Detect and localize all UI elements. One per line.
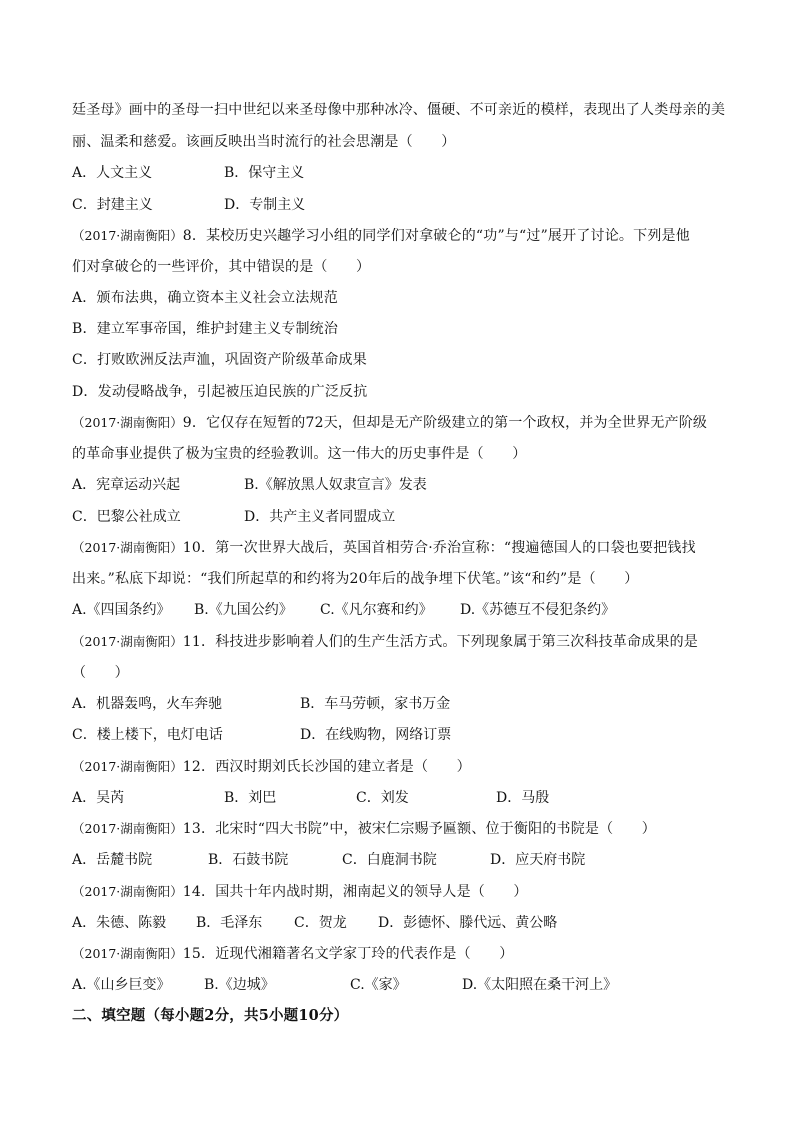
q11-option-a: A．机器轰鸣，火车奔驰 (72, 696, 223, 712)
q7-option-d: D．专制主义 (224, 197, 306, 213)
q14-option-c: C．贺龙 (294, 915, 347, 931)
q7-options-row1 (72, 163, 752, 183)
q12-option-b: B．刘巴 (224, 790, 277, 806)
q15-source: （2017·湖南衡阳） (72, 946, 183, 961)
q9-text-line1 (72, 413, 707, 433)
q13-option-d: D．应天府书院 (490, 852, 586, 868)
q10-options (72, 600, 752, 620)
q12-option-c: C．刘发 (356, 790, 409, 806)
q11-option-b: B．车马劳顿，家书万金 (300, 696, 451, 712)
q9-options-row1 (72, 475, 752, 495)
q8-option-c: C．打败欧洲反法声洫，巩固资产阶级革命成果 (72, 352, 367, 368)
q10-option-c: C.《凡尔赛和约》 (320, 602, 433, 618)
q9-options-row2 (72, 507, 752, 527)
q15-text-line1 (72, 944, 513, 964)
q7-option-a: A．人文主义 (72, 165, 153, 181)
q14-option-a: A．朱德、陈毅 (72, 915, 167, 931)
q14-stem: 14．国共十年内战时期，湘南起义的领导人是（ ） (182, 884, 528, 900)
q11-text-line2: （ ） (72, 665, 129, 681)
q15-option-d: D.《太阳照在桑干河上》 (462, 977, 618, 993)
section-heading-fill-in: 二、填空题（每小题2分，共5小题10分） (72, 1007, 349, 1024)
q14-option-d: D．彭德怀、滕代远、黄公略 (378, 915, 558, 931)
q13-option-a: A．岳麓书院 (72, 852, 153, 868)
q9-option-a: A．宪章运动兴起 (72, 477, 181, 493)
q14-source: （2017·湖南衡阳） (72, 884, 183, 899)
q11-stem: 11．科技进步影响着人们的生产生活方式。下列现象属于第三次科技革命成果的是 (182, 634, 699, 650)
q9-text-line2: 的革命事业提供了极为宝贵的经验教训。这一伟大的历史事件是（ ） (72, 446, 527, 462)
q10-source: （2017·湖南衡阳） (72, 540, 183, 555)
q7-option-c: C．封建主义 (72, 197, 153, 213)
q9-source: （2017·湖南衡阳） (72, 415, 183, 430)
q8-option-d: D．发动侵略战争，引起被压迫民族的广泛反抗 (72, 384, 368, 400)
q12-source: （2017·湖南衡阳） (72, 759, 183, 774)
q12-option-d: D．马殷 (496, 790, 550, 806)
q9-option-c: C．巴黎公社成立 (72, 509, 181, 525)
q15-option-a: A.《山乡巨变》 (72, 977, 171, 993)
q11-option-c: C．楼上楼下，电灯电话 (72, 727, 223, 743)
q12-text-line1 (72, 757, 471, 777)
q11-options-row2 (72, 725, 752, 745)
q15-options (72, 975, 752, 995)
q10-option-b: B.《九国公约》 (194, 602, 293, 618)
q15-stem: 15．近现代湘籍著名文学家丁玲的代表作是（ ） (182, 946, 514, 962)
q11-options-row1 (72, 694, 752, 714)
q13-options (72, 850, 752, 870)
q8-source: （2017·湖南衡阳） (72, 228, 183, 243)
q10-option-d: D.《苏德互不侵犯条约》 (460, 602, 616, 618)
q13-option-c: C．白鹿洞书院 (342, 852, 437, 868)
q11-text-line1 (72, 632, 698, 652)
q10-option-a: A.《四国条约》 (72, 602, 171, 618)
q14-options (72, 913, 752, 933)
q13-source: （2017·湖南衡阳） (72, 821, 183, 836)
q15-option-b: B.《边城》 (204, 977, 275, 993)
q15-option-c: C.《家》 (350, 977, 407, 993)
q12-stem: 12．西汉时期刘氏长沙国的建立者是（ ） (182, 759, 471, 775)
q7-text-line1: 廷圣母》画中的圣母一扫中世纪以来圣母像中那种冰冷、僵硬、不可亲近的模样，表现出了人类母亲的美 (72, 102, 726, 118)
q10-text-line1 (72, 538, 696, 558)
q8-option-b: B．建立军事帝国，维护封建主义专制统治 (72, 321, 339, 337)
q14-option-b: B．毛泽东 (196, 915, 263, 931)
q8-text-line1 (72, 226, 690, 246)
q12-options (72, 788, 752, 808)
q11-option-d: D．在线购物，网络订票 (300, 727, 452, 743)
q7-options-row2 (72, 195, 752, 215)
q7-text-line2: 丽、温柔和慈爱。该画反映出当时流行的社会思潮是（ ） (72, 134, 456, 150)
q7-option-b: B．保守主义 (224, 165, 305, 181)
q8-option-a: A．颁布法典，确立资本主义社会立法规范 (72, 290, 338, 306)
q13-stem: 13．北宋时“四大书院”中，被宋仁宗赐予匾额、位于衡阳的书院是（ ） (182, 821, 656, 837)
q8-stem: 8．某校历史兴趣学习小组的同学们对拿破仑的“功”与“过”展开了讨论。下列是他 (182, 228, 690, 244)
q11-source: （2017·湖南衡阳） (72, 634, 183, 649)
q13-text-line1 (72, 819, 656, 839)
q9-stem: 9．它仅存在短暂的72天，但却是无产阶级建立的第一个政权，并为全世界无产阶级 (182, 415, 708, 431)
q9-option-d: D．共产主义者同盟成立 (244, 509, 396, 525)
q9-option-b: B.《解放黑人奴隶宣言》发表 (244, 477, 427, 493)
q10-stem: 10．第一次世界大战后，英国首相劳合·乔治宣称：“搜遍德国人的口袋也要把钱找 (182, 540, 696, 556)
q12-option-a: A．吴芮 (72, 790, 125, 806)
q13-option-b: B．石鼓书院 (208, 852, 289, 868)
q14-text-line1 (72, 882, 528, 902)
q10-text-line2: 出来。”私底下却说：“我们所起草的和约将为20年后的战争埋下伏笔。”该“和约”是（ ） (72, 571, 639, 587)
q8-text-line2: 们对拿破仑的一些评价，其中错误的是（ ） (72, 259, 371, 275)
